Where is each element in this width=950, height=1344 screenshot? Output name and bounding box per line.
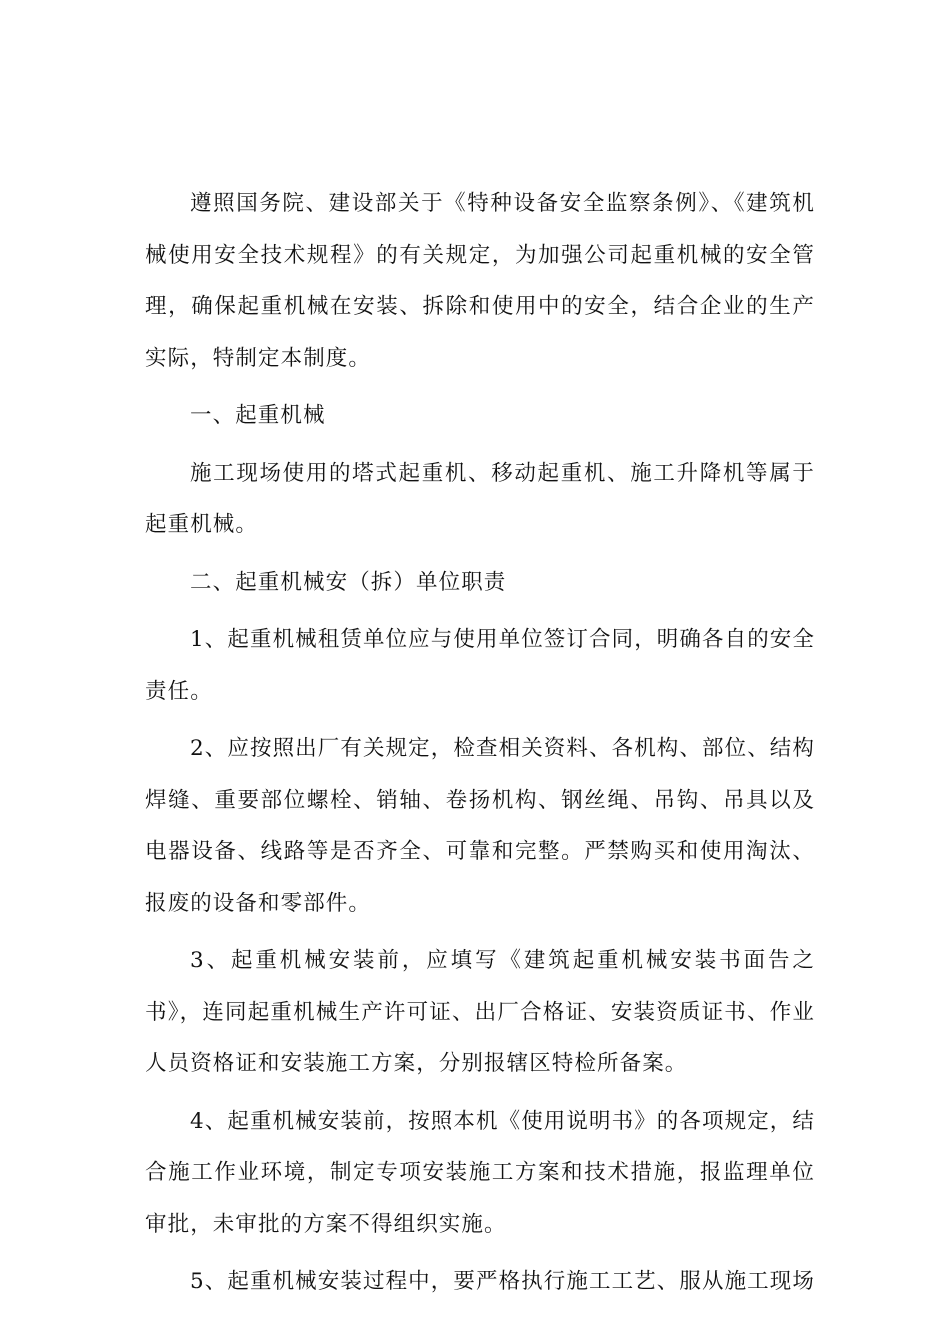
list-item-1: 1、起重机械租赁单位应与使用单位签订合同，明确各自的安全责任。 <box>145 627 815 704</box>
paragraph-intro: 遵照国务院、建设部关于《特种设备安全监察条例》、《建筑机械使用安全技术规程》的有关规定，为加强公司起重机械的安全管理，确保起重机械在安装、拆除和使用中的安全，结合企业的生产实际，特制定本制度。 <box>145 191 815 371</box>
list-item-5: 5、起重机械安装过程中，要严格执行施工工艺、服从施工现场 <box>190 1269 815 1294</box>
paragraph-section-1: 施工现场使用的塔式起重机、移动起重机、施工升降机等属于起重机械。 <box>145 460 815 537</box>
list-item-3: 3、起重机械安装前，应填写《建筑起重机械安装书面告之书》，连同起重机械生产许可证、出厂合格证、安装资质证书、作业人员资格证和安装施工方案，分别报辖区特检所备案。 <box>145 948 815 1076</box>
list-item-4: 4、起重机械安装前，按照本机《使用说明书》的各项规定，结合施工作业环境，制定专项安装施工方案和技术措施，报监理单位审批，未审批的方案不得组织实施。 <box>145 1108 815 1237</box>
document-page <box>145 178 815 1314</box>
section-heading-1: 一、起重机械 <box>190 403 326 428</box>
section-heading-2: 二、起重机械安（拆）单位职责 <box>190 569 507 595</box>
list-item-2: 2、应按照出厂有关规定，检查相关资料、各机构、部位、结构焊缝、重要部位螺栓、销轴、卷扬机构、钢丝绳、吊钩、吊具以及电器设备、线路等是否齐全、可靠和完整。严禁购买和使用淘汰、报废的设备和零部件。 <box>145 736 815 916</box>
